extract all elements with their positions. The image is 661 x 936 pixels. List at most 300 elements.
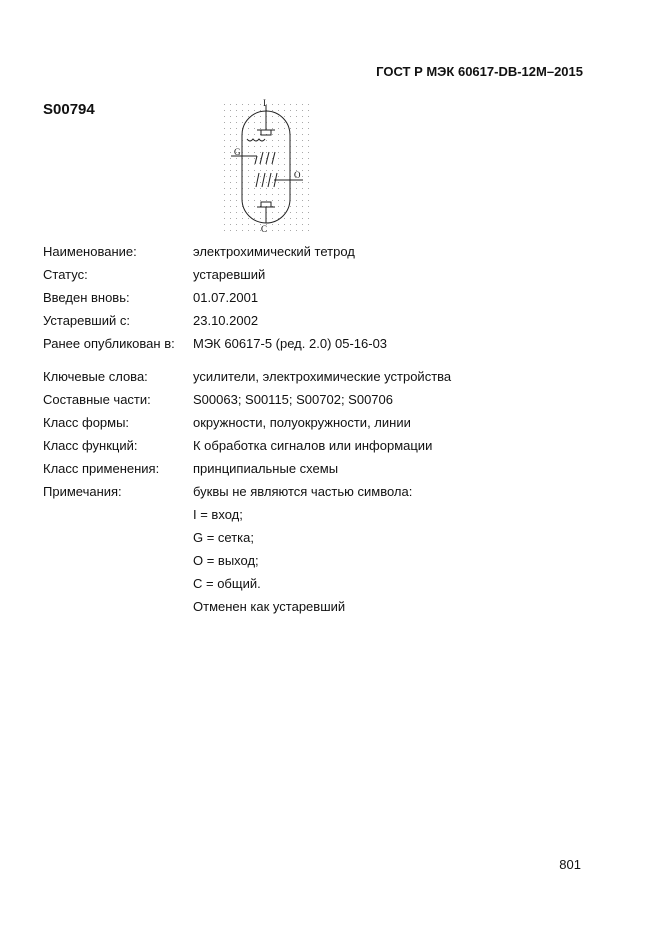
grid-dot — [230, 134, 231, 135]
grid-dot — [272, 122, 273, 123]
grid-dot — [230, 194, 231, 195]
grid-dot — [302, 140, 303, 141]
grid-dot — [278, 176, 279, 177]
grid-dot — [224, 224, 225, 225]
grid-dot — [254, 116, 255, 117]
grid-dot — [302, 218, 303, 219]
grid-dot — [284, 158, 285, 159]
grid-dot — [266, 152, 267, 153]
field-label: Статус: — [43, 267, 88, 282]
grid-dot — [260, 122, 261, 123]
grid-dot — [308, 158, 309, 159]
grid-dot — [284, 182, 285, 183]
grid-dot — [260, 200, 261, 201]
grid-dot — [272, 134, 273, 135]
grid-dot — [278, 134, 279, 135]
grid-dot — [284, 116, 285, 117]
field-label: Класс формы: — [43, 415, 130, 430]
grid-dot — [308, 206, 309, 207]
grid-dot — [260, 182, 261, 183]
grid-dot — [230, 158, 231, 159]
grid-dot — [254, 218, 255, 219]
grid-dot — [224, 170, 225, 171]
grid-dot — [272, 218, 273, 219]
grid-dot — [224, 194, 225, 195]
grid-dot — [308, 110, 309, 111]
grid-dot — [236, 200, 237, 201]
grid-dot — [308, 170, 309, 171]
grid-dot — [224, 128, 225, 129]
grid-dot — [260, 158, 261, 159]
grid-dot — [290, 104, 291, 105]
grid-dot — [266, 200, 267, 201]
grid-dot — [254, 224, 255, 225]
grid-dot — [296, 146, 297, 147]
grid-dot — [296, 194, 297, 195]
grid-dot — [308, 128, 309, 129]
grid-dot — [260, 146, 261, 147]
grid-dot — [284, 164, 285, 165]
grid-dot — [254, 194, 255, 195]
grid-dot — [254, 182, 255, 183]
field-label: Класс функций: — [43, 438, 138, 453]
grid-dot — [266, 182, 267, 183]
grid-dot — [284, 122, 285, 123]
grid-dot — [230, 182, 231, 183]
grid-dot — [296, 110, 297, 111]
field-value: электрохимический тетрод — [193, 244, 355, 259]
grid-dot — [278, 182, 279, 183]
grid-dot — [230, 122, 231, 123]
grid-dot — [272, 230, 273, 231]
grid-dot — [236, 224, 237, 225]
grid-dot — [254, 110, 255, 111]
grid-dot — [284, 206, 285, 207]
grid-dot — [272, 170, 273, 171]
grid-dot — [278, 212, 279, 213]
grid-dot — [278, 158, 279, 159]
grid-dot — [272, 152, 273, 153]
grid-dot — [278, 110, 279, 111]
grid-dot — [308, 134, 309, 135]
grid-dot — [230, 188, 231, 189]
grid-dot — [248, 212, 249, 213]
field-label: Устаревший с: — [43, 313, 130, 328]
grid-dot — [296, 128, 297, 129]
grid-dot — [284, 230, 285, 231]
grid-dot — [260, 194, 261, 195]
grid-dot — [236, 230, 237, 231]
grid-dot — [266, 140, 267, 141]
label-input: I — [263, 98, 266, 108]
grid-dot — [248, 182, 249, 183]
grid-dot — [236, 140, 237, 141]
label-common: C — [261, 224, 268, 234]
grid-dot — [260, 212, 261, 213]
grid-dot — [242, 104, 243, 105]
grid-dot — [278, 206, 279, 207]
grid-dot — [296, 104, 297, 105]
grid-dot — [236, 104, 237, 105]
grid-dot — [308, 230, 309, 231]
grid-dot — [248, 206, 249, 207]
grid-dot — [308, 188, 309, 189]
grid-dot — [224, 122, 225, 123]
grid-dot — [224, 164, 225, 165]
grid-dot — [290, 212, 291, 213]
grid-dot — [308, 104, 309, 105]
grid-dot — [236, 164, 237, 165]
grid-dot — [272, 116, 273, 117]
note-text: Отменен как устаревший — [193, 599, 346, 614]
grid-dot — [242, 224, 243, 225]
field-label: Примечания: — [43, 484, 122, 499]
electrochemical-tetrode-symbol — [215, 95, 315, 240]
grid-dot — [230, 140, 231, 141]
grid-dot — [254, 176, 255, 177]
grid-dot — [248, 122, 249, 123]
grid-dot — [230, 212, 231, 213]
grid-dot — [254, 104, 255, 105]
grid-dot — [278, 224, 279, 225]
grid-dot — [224, 206, 225, 207]
field-label: Ключевые слова: — [43, 369, 148, 384]
grid-dot — [254, 122, 255, 123]
grid-dot — [284, 152, 285, 153]
field-value: МЭК 60617-5 (ред. 2.0) 05-16-03 — [193, 336, 388, 351]
field-value: устаревший — [193, 267, 266, 282]
grid-dot — [296, 134, 297, 135]
grid-dot — [284, 200, 285, 201]
grid-dot — [260, 176, 261, 177]
grid-dot — [266, 194, 267, 195]
grid-dot — [230, 200, 231, 201]
field-value: 23.10.2002 — [193, 313, 259, 328]
grid-dot — [236, 110, 237, 111]
grid-dot — [302, 158, 303, 159]
grid-dot — [248, 188, 249, 189]
grid-dot — [236, 170, 237, 171]
grid-dot — [248, 194, 249, 195]
grid-dot — [290, 218, 291, 219]
grid-dot — [254, 158, 255, 159]
grid-dot — [230, 218, 231, 219]
grid-dot — [236, 218, 237, 219]
grid-dot — [296, 164, 297, 165]
grid-dot — [266, 170, 267, 171]
grid-dot — [278, 140, 279, 141]
grid-dot — [308, 122, 309, 123]
grid-dot — [290, 206, 291, 207]
grid-dot — [284, 134, 285, 135]
grid-dot — [230, 224, 231, 225]
grid-dot — [302, 110, 303, 111]
grid-dot — [278, 116, 279, 117]
field-value: окружности, полуокружности, линии — [193, 415, 411, 430]
grid-dot — [284, 224, 285, 225]
grid-dot — [254, 164, 255, 165]
grid-dot — [296, 200, 297, 201]
field-label: Составные части: — [43, 392, 151, 407]
grid-dot — [248, 230, 249, 231]
grid-dot — [248, 110, 249, 111]
grid-dot — [278, 230, 279, 231]
grid-dot — [260, 116, 261, 117]
grid-dot — [224, 176, 225, 177]
grid-dot — [284, 128, 285, 129]
grid-dot — [302, 128, 303, 129]
grid-dot — [230, 116, 231, 117]
grid-dot — [260, 104, 261, 105]
grid-dot — [248, 200, 249, 201]
grid-dot — [278, 128, 279, 129]
grid-dot — [248, 134, 249, 135]
grid-dot — [296, 182, 297, 183]
grid-dot — [266, 158, 267, 159]
grid-dot — [290, 230, 291, 231]
grid-dot — [260, 110, 261, 111]
grid-dot — [296, 122, 297, 123]
grid-dot — [296, 230, 297, 231]
grid-dot — [302, 206, 303, 207]
grid-dot — [236, 212, 237, 213]
grid-dot — [248, 104, 249, 105]
grid-dot — [236, 122, 237, 123]
grid-dot — [302, 164, 303, 165]
grid-dot — [230, 146, 231, 147]
grid-dot — [224, 188, 225, 189]
grid-dot — [284, 212, 285, 213]
field-label: Введен вновь: — [43, 290, 130, 305]
field-value: принципиальные схемы — [193, 461, 339, 476]
field-value: 01.07.2001 — [193, 290, 259, 305]
grid-dot — [248, 146, 249, 147]
grid-dot — [308, 218, 309, 219]
symbol-code: S00794 — [43, 101, 95, 118]
grid-dot — [224, 104, 225, 105]
grid-dot — [266, 164, 267, 165]
grid-dot — [272, 188, 273, 189]
field-value: S00063; S00115; S00702; S00706 — [193, 392, 393, 407]
grid-dot — [278, 152, 279, 153]
grid-dot — [296, 212, 297, 213]
grid-dot — [230, 170, 231, 171]
grid-dot — [236, 158, 237, 159]
grid-dot — [278, 104, 279, 105]
grid-dot — [302, 200, 303, 201]
grid-dot — [242, 122, 243, 123]
grid-dot — [254, 230, 255, 231]
grid-dot — [284, 140, 285, 141]
grid-dot — [302, 194, 303, 195]
grid-dot — [278, 188, 279, 189]
grid-dot — [242, 110, 243, 111]
note-text: O = выход; — [193, 553, 259, 568]
grid-dot — [296, 158, 297, 159]
grid-dot — [242, 212, 243, 213]
grid-dot — [290, 116, 291, 117]
grid-dot — [254, 200, 255, 201]
grid-dot — [254, 152, 255, 153]
grid-dot — [302, 212, 303, 213]
grid-dot — [248, 170, 249, 171]
field-value: буквы не являются частью символа: — [193, 484, 413, 499]
grid-dot — [290, 224, 291, 225]
grid-dot — [272, 200, 273, 201]
grid-dot — [260, 218, 261, 219]
grid-dot — [266, 188, 267, 189]
page-number: 801 — [559, 857, 581, 872]
grid-dot — [230, 110, 231, 111]
grid-dot — [308, 212, 309, 213]
grid-dot — [308, 116, 309, 117]
grid-dot — [290, 110, 291, 111]
grid-dot — [308, 224, 309, 225]
grid-dot — [248, 224, 249, 225]
grid-dot — [308, 176, 309, 177]
grid-dot — [296, 116, 297, 117]
field-value: К обработка сигналов или информации — [193, 438, 433, 453]
grid-dot — [284, 188, 285, 189]
grid-dot — [308, 146, 309, 147]
grid-dot — [224, 140, 225, 141]
grid-dot — [296, 188, 297, 189]
grid-dot — [302, 116, 303, 117]
grid-dot — [302, 176, 303, 177]
document-header: ГОСТ Р МЭК 60617-DB-12M–2015 — [376, 64, 583, 79]
grid-dot — [308, 182, 309, 183]
grid-dot — [302, 152, 303, 153]
field-label: Ранее опубликован в: — [43, 336, 175, 351]
label-output: O — [294, 170, 301, 180]
grid-dot — [230, 128, 231, 129]
grid-dot — [272, 128, 273, 129]
grid-dot — [302, 182, 303, 183]
grid-dot — [284, 146, 285, 147]
grid-dot — [272, 176, 273, 177]
grid-dot — [248, 152, 249, 153]
grid-dot — [224, 152, 225, 153]
grid-dot — [296, 140, 297, 141]
grid-dot — [266, 146, 267, 147]
grid-dot — [248, 116, 249, 117]
grid-dot — [302, 230, 303, 231]
grid-dot — [302, 134, 303, 135]
grid-dot — [230, 230, 231, 231]
grid-dot — [266, 176, 267, 177]
grid-dot — [254, 188, 255, 189]
note-text: C = общий. — [193, 576, 261, 591]
grid-dot — [230, 104, 231, 105]
grid-dot — [254, 212, 255, 213]
grid-dot — [254, 146, 255, 147]
grid-dot — [230, 176, 231, 177]
grid-dot — [248, 218, 249, 219]
field-label: Класс применения: — [43, 461, 160, 476]
grid-dot — [236, 194, 237, 195]
grid-dot — [308, 200, 309, 201]
grid-dot — [290, 122, 291, 123]
grid-dot — [272, 104, 273, 105]
grid-dot — [302, 188, 303, 189]
grid-dot — [308, 152, 309, 153]
grid-dot — [260, 164, 261, 165]
grid-dot — [236, 116, 237, 117]
grid-dot — [284, 170, 285, 171]
label-grid: G — [234, 147, 241, 157]
grid-dot — [302, 146, 303, 147]
grid-dot — [278, 200, 279, 201]
grid-dot — [302, 104, 303, 105]
grid-dot — [230, 164, 231, 165]
grid-dot — [278, 164, 279, 165]
grid-dot — [230, 152, 231, 153]
grid-dot — [224, 146, 225, 147]
grid-dot — [308, 164, 309, 165]
grid-dot — [242, 116, 243, 117]
grid-dot — [284, 176, 285, 177]
grid-dot — [272, 212, 273, 213]
grid-dot — [272, 110, 273, 111]
grid-dot — [272, 158, 273, 159]
grid-dot — [302, 122, 303, 123]
grid-dot — [224, 110, 225, 111]
grid-dot — [272, 140, 273, 141]
grid-dot — [224, 200, 225, 201]
field-value: усилители, электрохимические устройства — [193, 369, 452, 384]
grid-dot — [290, 128, 291, 129]
grid-dot — [302, 170, 303, 171]
grid-dot — [224, 230, 225, 231]
grid-dot — [272, 146, 273, 147]
grid-dot — [242, 230, 243, 231]
grid-dot — [284, 194, 285, 195]
grid-dot — [296, 152, 297, 153]
grid-dot — [308, 140, 309, 141]
field-label: Наименование: — [43, 244, 137, 259]
grid-dot — [254, 134, 255, 135]
grid-dot — [224, 158, 225, 159]
grid-dot — [236, 182, 237, 183]
grid-dot — [254, 206, 255, 207]
grid-dot — [284, 104, 285, 105]
grid-dot — [278, 218, 279, 219]
grid-dot — [236, 128, 237, 129]
grid-dot — [248, 158, 249, 159]
note-text: G = сетка; — [193, 530, 254, 545]
grid-dot — [254, 128, 255, 129]
grid-dot — [236, 206, 237, 207]
note-text: I = вход; — [193, 507, 243, 522]
grid-dot — [236, 188, 237, 189]
grid-dot — [296, 218, 297, 219]
grid-dot — [260, 152, 261, 153]
grid-dot — [224, 182, 225, 183]
grid-dot — [278, 146, 279, 147]
grid-dot — [296, 206, 297, 207]
grid-dot — [266, 104, 267, 105]
grid-dot — [278, 122, 279, 123]
grid-dot — [260, 188, 261, 189]
grid-dot — [284, 218, 285, 219]
grid-dot — [248, 176, 249, 177]
grid-dot — [296, 224, 297, 225]
grid-dot — [242, 218, 243, 219]
grid-dot — [272, 224, 273, 225]
grid-dot — [272, 194, 273, 195]
grid-dot — [248, 128, 249, 129]
grid-dot — [224, 116, 225, 117]
